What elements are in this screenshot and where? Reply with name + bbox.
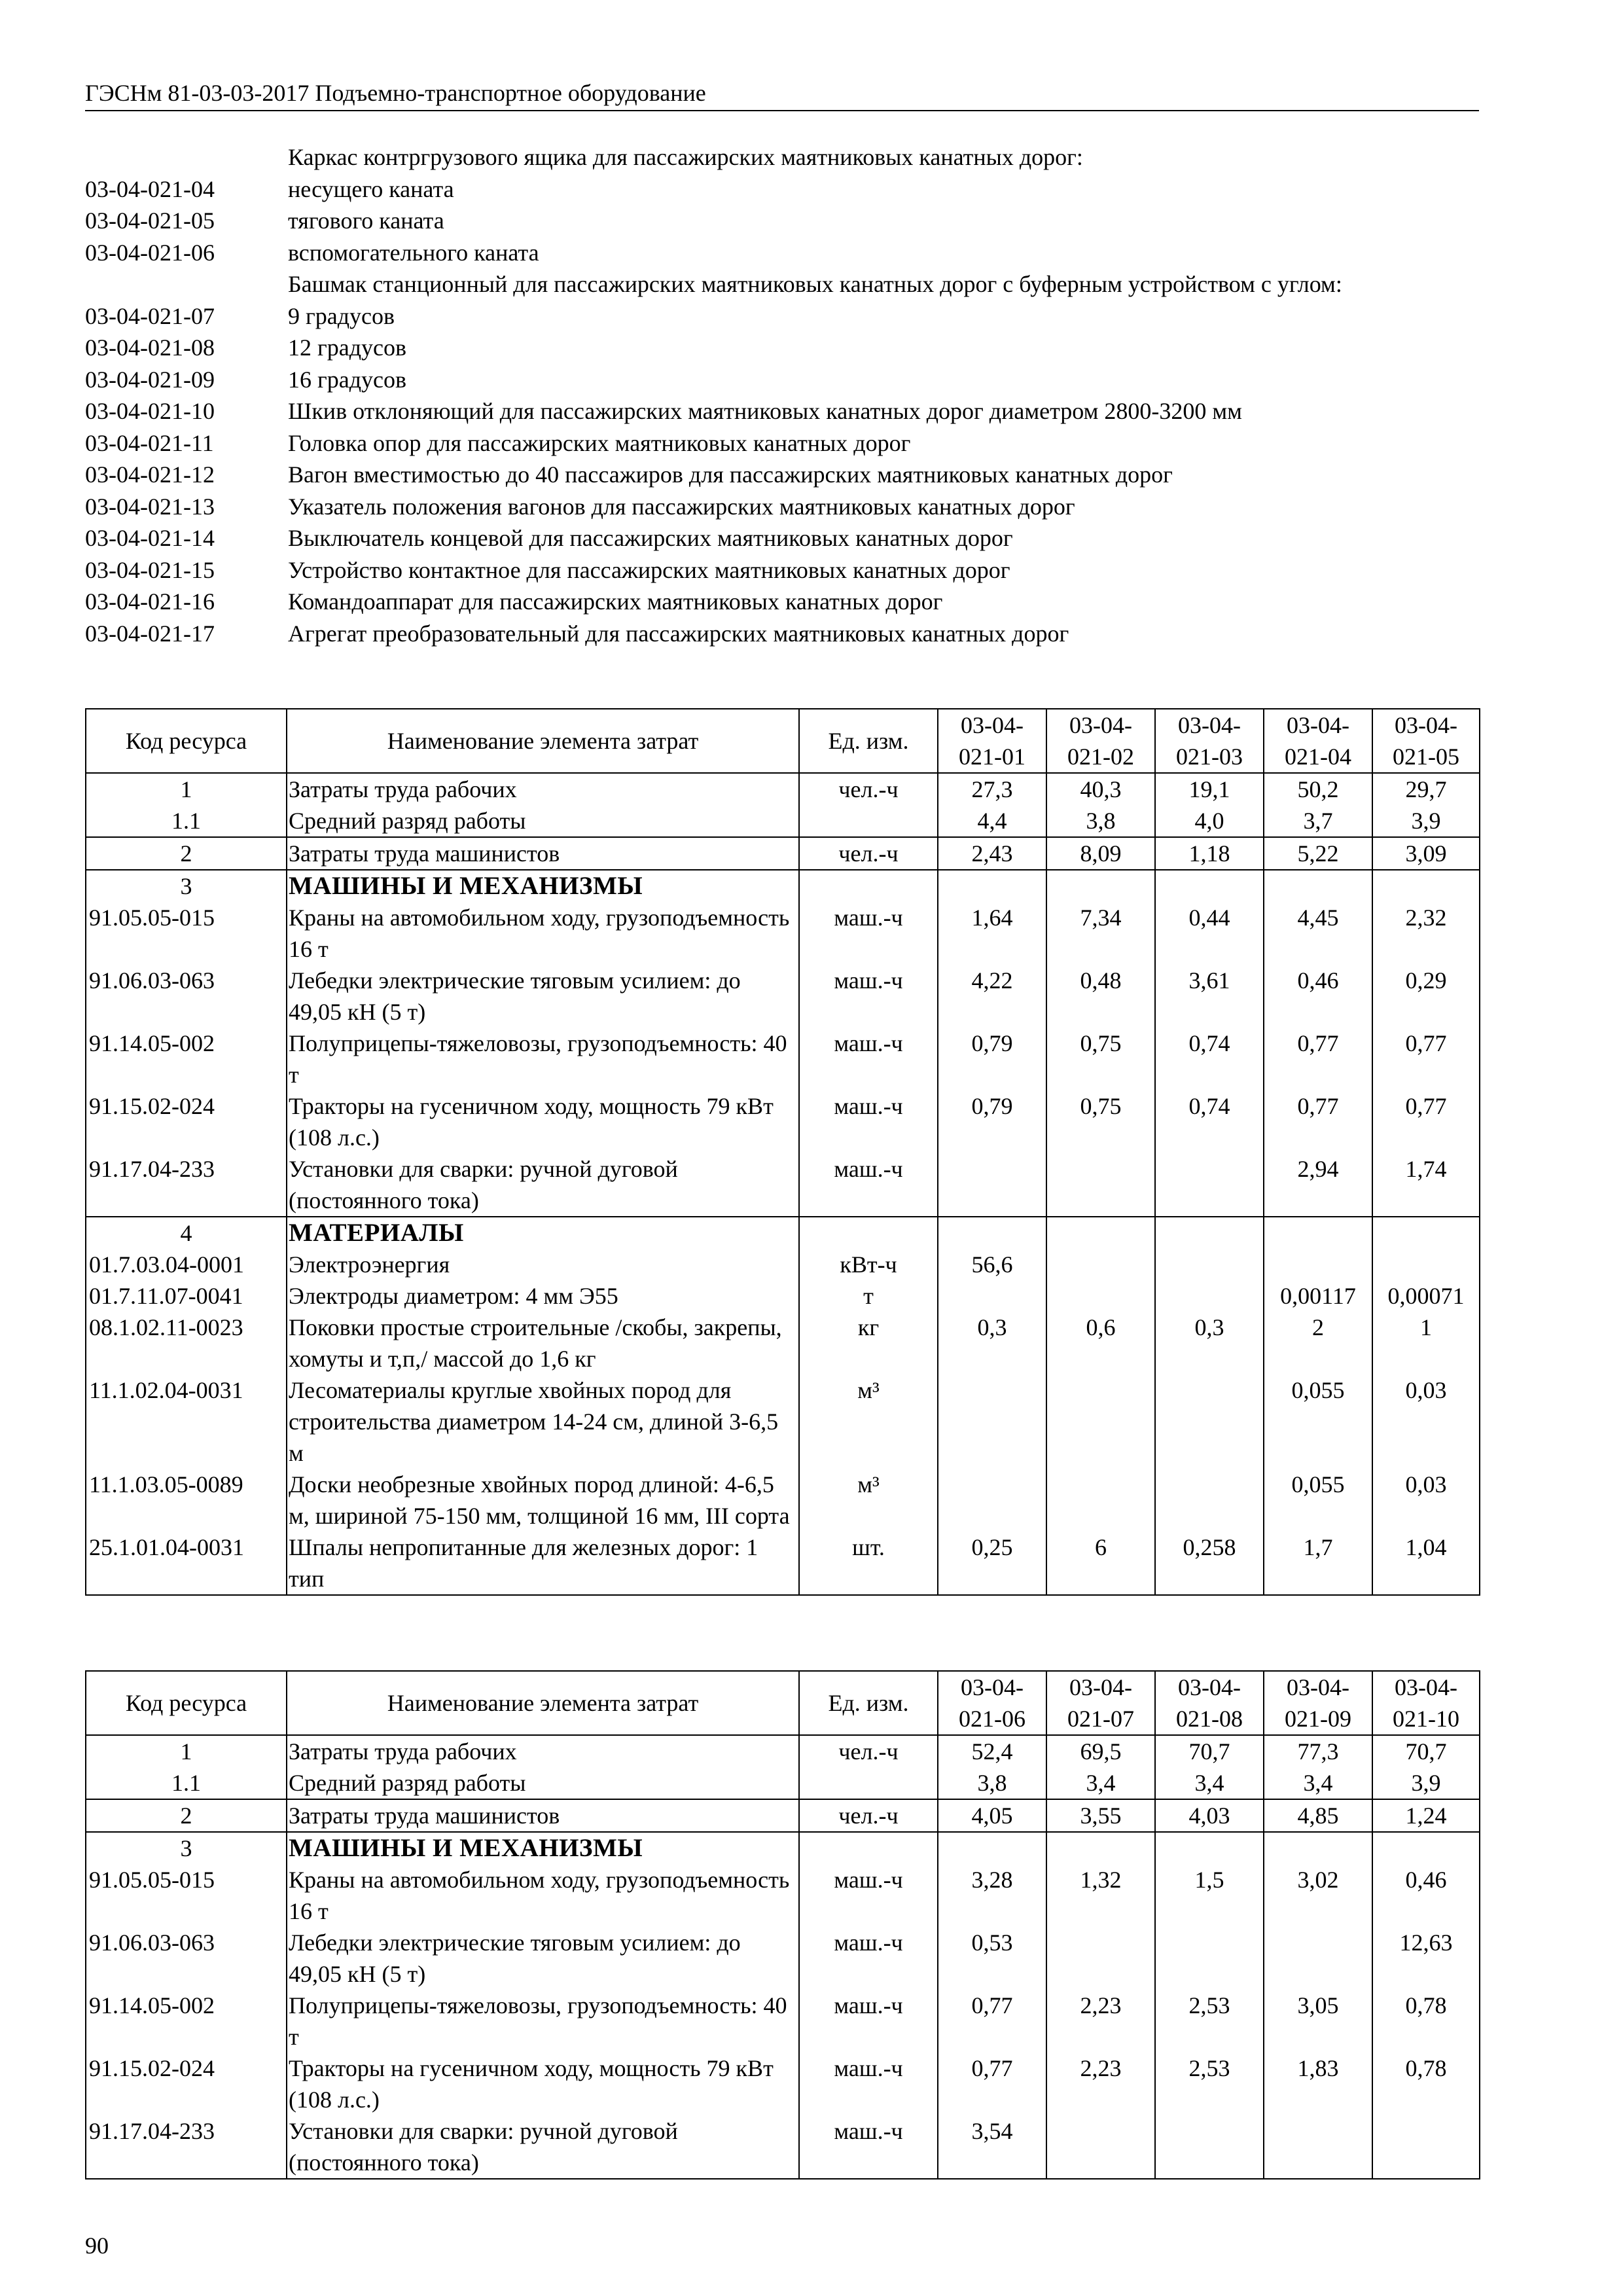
unit-of-measure: м³ (799, 1374, 938, 1469)
rate-value: 0,055 (1264, 1374, 1372, 1469)
resource-code: 25.1.01.04-0031 (86, 1532, 287, 1595)
table-row (86, 2053, 1480, 2115)
unit-of-measure: маш.-ч (799, 2053, 938, 2115)
code-list-item (85, 618, 1479, 650)
table-row (86, 965, 1480, 1028)
cost-element-name: Средний разряд работы (287, 805, 799, 837)
unit-of-measure: маш.-ч (799, 1153, 938, 1217)
rate-value: 3,8 (938, 1767, 1046, 1799)
rate-value: 0,77 (938, 1990, 1046, 2053)
resource-code: 08.1.02.11-0023 (86, 1312, 287, 1374)
unit-of-measure: маш.-ч (799, 965, 938, 1028)
rate-value (1046, 1374, 1155, 1469)
resource-code: 91.17.04-233 (86, 1153, 287, 1217)
rate-value: 0,77 (1264, 1028, 1372, 1090)
rate-value: 0,79 (938, 1028, 1046, 1090)
cost-element-name: Затраты труда рабочих (287, 1735, 799, 1767)
code-list-item (85, 332, 1479, 364)
unit-of-measure: м³ (799, 1469, 938, 1532)
item-description: 16 градусов (288, 366, 407, 393)
rate-value: 2,23 (1046, 2053, 1155, 2115)
unit-of-measure (799, 1767, 938, 1799)
rate-value (938, 870, 1046, 902)
rate-value (1046, 1217, 1155, 1249)
item-code: 03-04-021-16 (85, 588, 215, 615)
resource-code: 91.05.05-015 (86, 902, 287, 965)
table-row (86, 1767, 1480, 1799)
rate-value (1372, 2115, 1480, 2179)
cost-element-name: Лесоматериалы круглые хвойных пород для строительства диаметром 14-24 см, длиной 3-6,5 м (287, 1374, 799, 1469)
rate-value (1155, 1927, 1264, 1990)
rate-value (1155, 2115, 1264, 2179)
item-code (85, 141, 288, 173)
rate-value (1046, 1469, 1155, 1532)
cost-element-name: МАТЕРИАЛЫ (287, 1217, 799, 1249)
rate-value (1155, 1153, 1264, 1217)
rate-value: 4,4 (938, 805, 1046, 837)
cost-element-name: Поковки простые строительные /скобы, закрепы, хомуты и т,п,/ массой до 1,6 кг (287, 1312, 799, 1374)
table-row (86, 805, 1480, 837)
code-list-item (85, 268, 1479, 300)
header-rate-code: 03-04- 021-08 (1155, 1671, 1264, 1735)
unit-of-measure: чел.-ч (799, 773, 938, 805)
cost-element-name: Лебедки электрические тяговым усилием: до 49,05 кН (5 т) (287, 1927, 799, 1990)
item-code: 03-04-021-04 (85, 175, 215, 202)
table-row (86, 1312, 1480, 1374)
cost-element-name: Установки для сварки: ручной дуговой (постоянного тока) (287, 2115, 799, 2179)
header-rate-code: 03-04- 021-06 (938, 1671, 1046, 1735)
table-row (86, 1799, 1480, 1832)
section-row (86, 1832, 1480, 1864)
rate-value (938, 1469, 1046, 1532)
rate-value (1264, 870, 1372, 902)
rate-value (1155, 1280, 1264, 1312)
rate-value: 3,4 (1046, 1767, 1155, 1799)
rate-value (938, 1217, 1046, 1249)
header-code: Код ресурса (86, 1671, 287, 1735)
rate-value: 0,77 (938, 2053, 1046, 2115)
item-description: Вагон вместимостью до 40 пассажиров для пассажирских маятниковых канатных дорог (288, 461, 1173, 488)
resource-code: 1.1 (86, 805, 287, 837)
code-list (85, 141, 1479, 649)
code-list-item (85, 427, 1479, 459)
unit-of-measure: т (799, 1280, 938, 1312)
unit-of-measure: маш.-ч (799, 902, 938, 965)
rate-value (1155, 1469, 1264, 1532)
item-description: Устройство контактное для пассажирских маятниковых канатных дорог (288, 556, 1010, 583)
resource-code: 1 (86, 773, 287, 805)
rate-value: 2,94 (1264, 1153, 1372, 1217)
resource-code: 1 (86, 1735, 287, 1767)
resource-code: 91.14.05-002 (86, 1990, 287, 2053)
cost-element-name: Шпалы непропитанные для железных дорог: 1 тип (287, 1532, 799, 1595)
unit-of-measure: маш.-ч (799, 2115, 938, 2179)
table-row (86, 1249, 1480, 1280)
rate-value: 0,74 (1155, 1090, 1264, 1153)
header-unit: Ед. изм. (799, 1671, 938, 1735)
cost-element-name: МАШИНЫ И МЕХАНИЗМЫ (287, 1832, 799, 1864)
rate-value: 0,77 (1372, 1090, 1480, 1153)
rate-value: 4,85 (1264, 1799, 1372, 1832)
item-description: Указатель положения вагонов для пассажирских маятниковых канатных дорог (288, 493, 1075, 520)
resource-code: 3 (86, 870, 287, 902)
code-list-item (85, 586, 1479, 618)
resource-code: 11.1.02.04-0031 (86, 1374, 287, 1469)
item-description: Агрегат преобразовательный для пассажирских маятниковых канатных дорог (288, 620, 1069, 647)
item-code: 03-04-021-13 (85, 493, 215, 520)
rate-value: 0,46 (1264, 965, 1372, 1028)
rate-value: 0,3 (938, 1312, 1046, 1374)
rate-value: 0,74 (1155, 1028, 1264, 1090)
cost-element-name: Установки для сварки: ручной дуговой (постоянного тока) (287, 1153, 799, 1217)
code-list-item (85, 554, 1479, 586)
resource-code: 4 (86, 1217, 287, 1249)
cost-element-name: Полуприцепы-тяжеловозы, грузоподъемность: 40 т (287, 1028, 799, 1090)
rate-value (938, 1280, 1046, 1312)
rate-value (938, 1153, 1046, 1217)
unit-of-measure: маш.-ч (799, 1990, 938, 2053)
unit-of-measure (799, 1832, 938, 1864)
item-description: 12 градусов (288, 334, 407, 361)
item-code: 03-04-021-15 (85, 556, 215, 583)
code-list-item (85, 141, 1479, 173)
rate-value (1155, 870, 1264, 902)
header-name: Наименование элемента затрат (287, 1671, 799, 1735)
table-header-row (86, 1671, 1480, 1735)
rate-value: 3,05 (1264, 1990, 1372, 2053)
resource-code: 91.15.02-024 (86, 2053, 287, 2115)
rate-value (1046, 870, 1155, 902)
rate-value: 70,7 (1155, 1735, 1264, 1767)
rate-value: 3,28 (938, 1864, 1046, 1927)
header-rate-code: 03-04- 021-10 (1372, 1671, 1480, 1735)
resource-code: 11.1.03.05-0089 (86, 1469, 287, 1532)
page-number: 90 (85, 2233, 109, 2259)
table-row (86, 902, 1480, 965)
rate-value: 0,258 (1155, 1532, 1264, 1595)
resource-code: 1.1 (86, 1767, 287, 1799)
unit-of-measure (799, 870, 938, 902)
rate-value: 1,32 (1046, 1864, 1155, 1927)
header-rate-code: 03-04- 021-02 (1046, 709, 1155, 773)
rate-value: 8,09 (1046, 837, 1155, 870)
code-list-item (85, 300, 1479, 332)
rate-value: 19,1 (1155, 773, 1264, 805)
rate-value (1372, 870, 1480, 902)
rate-value: 0,00117 (1264, 1280, 1372, 1312)
table-row (86, 1990, 1480, 2053)
rate-value (1155, 1217, 1264, 1249)
rate-value: 0,46 (1372, 1864, 1480, 1927)
rate-value: 2,43 (938, 837, 1046, 870)
resource-code: 2 (86, 837, 287, 870)
code-list-item (85, 395, 1479, 427)
rate-value: 0,79 (938, 1090, 1046, 1153)
item-description: тягового каната (288, 207, 444, 234)
table-row (86, 1469, 1480, 1532)
item-description: Выключатель концевой для пассажирских маятниковых канатных дорог (288, 525, 1013, 551)
rate-value: 0,03 (1372, 1469, 1480, 1532)
rate-value (1264, 1927, 1372, 1990)
resource-code: 01.7.03.04-0001 (86, 1249, 287, 1280)
rate-value: 12,63 (1372, 1927, 1480, 1990)
table-row (86, 773, 1480, 805)
rate-value: 2,53 (1155, 2053, 1264, 2115)
rate-value: 2,53 (1155, 1990, 1264, 2053)
rate-value: 3,8 (1046, 805, 1155, 837)
unit-of-measure (799, 805, 938, 837)
resource-table-1 (85, 708, 1480, 1596)
table-header-row (86, 709, 1480, 773)
rate-value: 50,2 (1264, 773, 1372, 805)
rate-value: 0,75 (1046, 1028, 1155, 1090)
table-row (86, 1927, 1480, 1990)
rate-value: 70,7 (1372, 1735, 1480, 1767)
header-rate-code: 03-04- 021-05 (1372, 709, 1480, 773)
resource-code: 91.14.05-002 (86, 1028, 287, 1090)
header-rate-code: 03-04- 021-09 (1264, 1671, 1372, 1735)
unit-of-measure: чел.-ч (799, 1735, 938, 1767)
rate-value: 2,32 (1372, 902, 1480, 965)
rate-value: 0,77 (1264, 1090, 1372, 1153)
rate-value: 1,83 (1264, 2053, 1372, 2115)
rate-value (1264, 1217, 1372, 1249)
table-row (86, 2115, 1480, 2179)
header-rate-code: 03-04- 021-04 (1264, 709, 1372, 773)
header-unit: Ед. изм. (799, 709, 938, 773)
rate-value (1372, 1217, 1480, 1249)
item-description: несущего каната (288, 175, 454, 202)
rate-value: 1,74 (1372, 1153, 1480, 1217)
rate-value: 1,18 (1155, 837, 1264, 870)
item-code: 03-04-021-17 (85, 620, 215, 647)
rate-value (1372, 1832, 1480, 1864)
unit-of-measure (799, 1217, 938, 1249)
rate-value: 77,3 (1264, 1735, 1372, 1767)
unit-of-measure: кВт-ч (799, 1249, 938, 1280)
rate-value: 0,29 (1372, 965, 1480, 1028)
resource-code: 91.05.05-015 (86, 1864, 287, 1927)
cost-element-name: Краны на автомобильном ходу, грузоподъемность 16 т (287, 1864, 799, 1927)
unit-of-measure: чел.-ч (799, 1799, 938, 1832)
rate-value (1264, 2115, 1372, 2179)
rate-value: 6 (1046, 1532, 1155, 1595)
running-header: ГЭСНм 81-03-03-2017 Подъемно-транспортное оборудование (85, 77, 1479, 111)
rate-value: 3,55 (1046, 1799, 1155, 1832)
rate-value (938, 1374, 1046, 1469)
code-list-item (85, 237, 1479, 269)
rate-value: 4,22 (938, 965, 1046, 1028)
table-row (86, 1864, 1480, 1927)
table-row (86, 1028, 1480, 1090)
rate-value (1264, 1832, 1372, 1864)
rate-value: 40,3 (1046, 773, 1155, 805)
rate-value: 1,04 (1372, 1532, 1480, 1595)
rate-value: 3,9 (1372, 1767, 1480, 1799)
code-list-item (85, 522, 1479, 554)
rate-value (1046, 2115, 1155, 2179)
section-row (86, 1217, 1480, 1249)
rate-value: 1,64 (938, 902, 1046, 965)
item-description: Командоаппарат для пассажирских маятниковых канатных дорог (288, 588, 943, 615)
rate-value: 4,0 (1155, 805, 1264, 837)
rate-value (1046, 1280, 1155, 1312)
rate-value (1046, 1249, 1155, 1280)
code-list-item (85, 459, 1479, 491)
table-row (86, 1153, 1480, 1217)
cost-element-name: Лебедки электрические тяговым усилием: до 49,05 кН (5 т) (287, 965, 799, 1028)
rate-value (1264, 1249, 1372, 1280)
rate-value: 0,03 (1372, 1374, 1480, 1469)
rate-value: 4,03 (1155, 1799, 1264, 1832)
rate-value: 1,24 (1372, 1799, 1480, 1832)
resource-code: 91.06.03-063 (86, 1927, 287, 1990)
item-code: 03-04-021-09 (85, 366, 215, 393)
rate-value (1046, 1153, 1155, 1217)
rate-value: 0,00071 (1372, 1280, 1480, 1312)
rate-value: 56,6 (938, 1249, 1046, 1280)
rate-value: 3,61 (1155, 965, 1264, 1028)
rate-value: 0,3 (1155, 1312, 1264, 1374)
item-description: Головка опор для пассажирских маятниковых канатных дорог (288, 429, 911, 456)
rate-value (1046, 1832, 1155, 1864)
rate-value (1046, 1927, 1155, 1990)
item-code: 03-04-021-12 (85, 461, 215, 488)
code-list-item (85, 491, 1479, 523)
rate-value: 2,23 (1046, 1990, 1155, 2053)
rate-value: 3,7 (1264, 805, 1372, 837)
cost-element-name: Тракторы на гусеничном ходу, мощность 79 кВт (108 л.с.) (287, 1090, 799, 1153)
item-code: 03-04-021-14 (85, 525, 215, 551)
item-code (85, 268, 288, 300)
table-row (86, 1374, 1480, 1469)
rate-value: 1 (1372, 1312, 1480, 1374)
unit-of-measure: чел.-ч (799, 837, 938, 870)
rate-value: 1,7 (1264, 1532, 1372, 1595)
header-name: Наименование элемента затрат (287, 709, 799, 773)
rate-value: 4,45 (1264, 902, 1372, 965)
rate-value: 4,05 (938, 1799, 1046, 1832)
rate-value: 0,48 (1046, 965, 1155, 1028)
cost-element-name: Затраты труда машинистов (287, 837, 799, 870)
item-code: 03-04-021-06 (85, 239, 215, 266)
item-code: 03-04-021-08 (85, 334, 215, 361)
section-row (86, 870, 1480, 902)
rate-value: 27,3 (938, 773, 1046, 805)
rate-value: 69,5 (1046, 1735, 1155, 1767)
item-description: вспомогательного каната (288, 239, 539, 266)
header-rate-code: 03-04- 021-07 (1046, 1671, 1155, 1735)
unit-of-measure: маш.-ч (799, 1927, 938, 1990)
item-code: 03-04-021-10 (85, 398, 215, 424)
rate-value: 0,055 (1264, 1469, 1372, 1532)
unit-of-measure: шт. (799, 1532, 938, 1595)
item-description: Шкив отклоняющий для пассажирских маятниковых канатных дорог диаметром 2800-3200 мм (288, 398, 1242, 424)
header-rate-code: 03-04- 021-03 (1155, 709, 1264, 773)
cost-element-name: Полуприцепы-тяжеловозы, грузоподъемность: 40 т (287, 1990, 799, 2053)
rate-value: 5,22 (1264, 837, 1372, 870)
cost-element-name: МАШИНЫ И МЕХАНИЗМЫ (287, 870, 799, 902)
resource-code: 2 (86, 1799, 287, 1832)
rate-value (1155, 1832, 1264, 1864)
resource-code: 91.17.04-233 (86, 2115, 287, 2179)
table-row (86, 1090, 1480, 1153)
rate-value: 3,09 (1372, 837, 1480, 870)
code-list-item (85, 173, 1479, 206)
item-description: 9 градусов (288, 302, 395, 329)
table-row (86, 1532, 1480, 1595)
rate-value: 3,4 (1155, 1767, 1264, 1799)
rate-value: 0,77 (1372, 1028, 1480, 1090)
item-code: 03-04-021-05 (85, 207, 215, 234)
item-code: 03-04-021-07 (85, 302, 215, 329)
table-row (86, 1735, 1480, 1767)
resource-code: 91.06.03-063 (86, 965, 287, 1028)
resource-code: 91.15.02-024 (86, 1090, 287, 1153)
rate-value: 1,5 (1155, 1864, 1264, 1927)
header-code: Код ресурса (86, 709, 287, 773)
code-list-item (85, 364, 1479, 396)
cost-element-name: Доски необрезные хвойных пород длиной: 4-6,5 м, шириной 75-150 мм, толщиной 16 мм, III сорта (287, 1469, 799, 1532)
rate-value: 0,75 (1046, 1090, 1155, 1153)
cost-element-name: Затраты труда машинистов (287, 1799, 799, 1832)
rate-value (1372, 1249, 1480, 1280)
item-description: Каркас контргрузового ящика для пассажирских маятниковых канатных дорог: (288, 144, 1083, 170)
rate-value: 7,34 (1046, 902, 1155, 965)
resource-code: 3 (86, 1832, 287, 1864)
cost-element-name: Тракторы на гусеничном ходу, мощность 79 кВт (108 л.с.) (287, 2053, 799, 2115)
rate-value: 0,53 (938, 1927, 1046, 1990)
code-list-item (85, 205, 1479, 237)
cost-element-name: Краны на автомобильном ходу, грузоподъемность 16 т (287, 902, 799, 965)
rate-value (938, 1832, 1046, 1864)
table-row (86, 1280, 1480, 1312)
unit-of-measure: маш.-ч (799, 1090, 938, 1153)
rate-value: 3,02 (1264, 1864, 1372, 1927)
cost-element-name: Электроэнергия (287, 1249, 799, 1280)
unit-of-measure: маш.-ч (799, 1864, 938, 1927)
rate-value: 3,4 (1264, 1767, 1372, 1799)
rate-value: 29,7 (1372, 773, 1480, 805)
cost-element-name: Электроды диаметром: 4 мм Э55 (287, 1280, 799, 1312)
rate-value: 0,44 (1155, 902, 1264, 965)
rate-value: 2 (1264, 1312, 1372, 1374)
unit-of-measure: маш.-ч (799, 1028, 938, 1090)
rate-value (1155, 1249, 1264, 1280)
item-code: 03-04-021-11 (85, 429, 214, 456)
rate-value (1155, 1374, 1264, 1469)
rate-value: 0,78 (1372, 1990, 1480, 2053)
table-row (86, 837, 1480, 870)
rate-value: 3,9 (1372, 805, 1480, 837)
rate-value: 0,25 (938, 1532, 1046, 1595)
resource-code: 01.7.11.07-0041 (86, 1280, 287, 1312)
item-description: Башмак станционный для пассажирских маятниковых канатных дорог с буферным устройством с углом: (288, 271, 1342, 297)
cost-element-name: Затраты труда рабочих (287, 773, 799, 805)
unit-of-measure: кг (799, 1312, 938, 1374)
resource-table-2 (85, 1670, 1480, 2179)
rate-value: 0,6 (1046, 1312, 1155, 1374)
cost-element-name: Средний разряд работы (287, 1767, 799, 1799)
rate-value: 0,78 (1372, 2053, 1480, 2115)
rate-value: 3,54 (938, 2115, 1046, 2179)
rate-value: 52,4 (938, 1735, 1046, 1767)
header-rate-code: 03-04- 021-01 (938, 709, 1046, 773)
